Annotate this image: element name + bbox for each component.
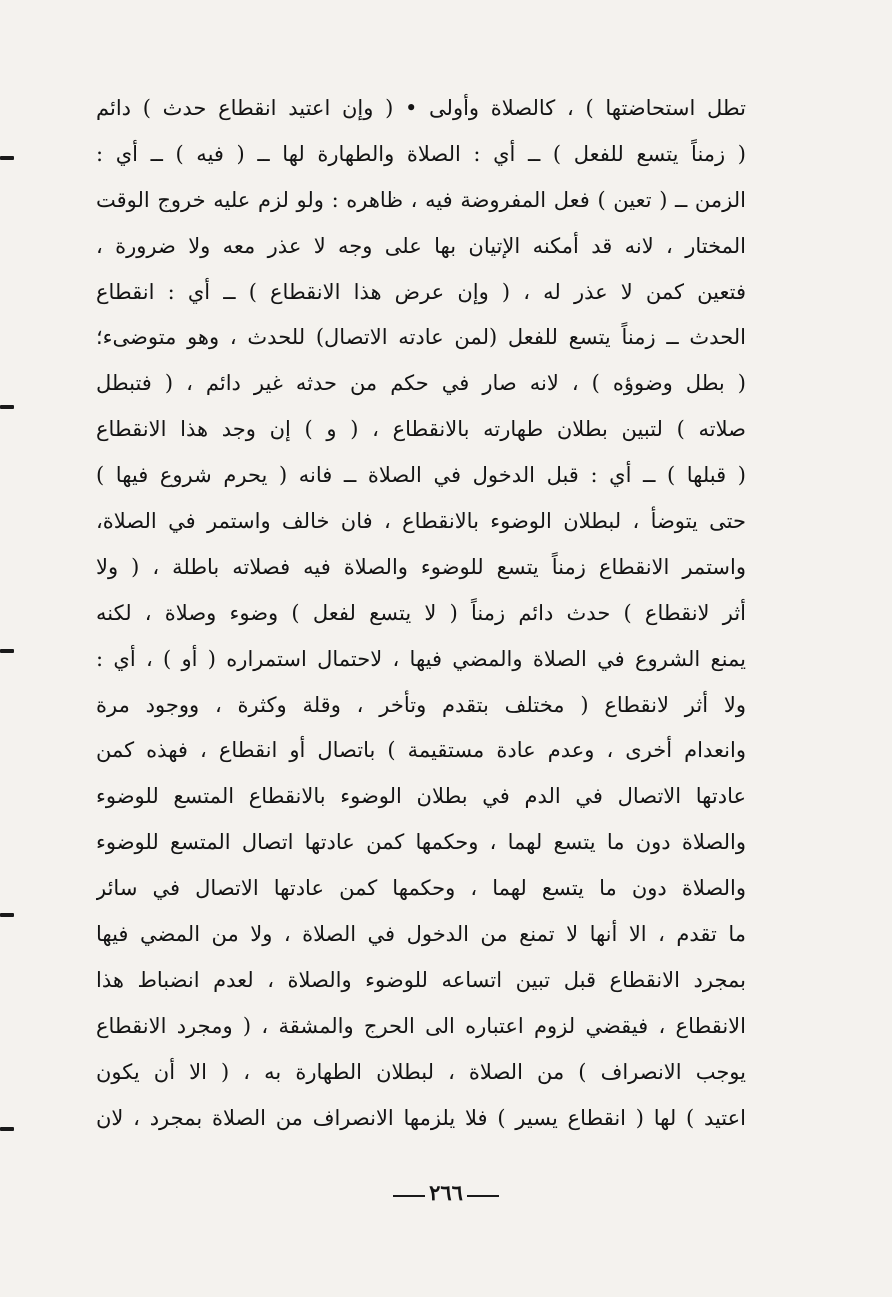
text-line-5: فتعين كمن لا عذر له ، ( وإن عرض هذا الانقطاع ) ــ أي : انقطاع xyxy=(96,279,746,304)
text-line-15: وانعدام أخرى ، وعدم عادة مستقيمة ) باتصال أو انقطاع ، فهذه كمن xyxy=(96,738,746,763)
text-line-14: ولا أثر لانقطاع ( مختلف بتقدم وتأخر ، وقلة وكثرة ، ووجود مرة xyxy=(96,692,746,717)
page-footer xyxy=(0,1180,892,1205)
footer-dash-left xyxy=(393,1195,425,1197)
text-line-18: والصلاة دون ما يتسع لهما ، وحكمها كمن عادتها الاتصال في سائر xyxy=(96,876,746,901)
margin-tick-mark xyxy=(0,1127,14,1131)
text-line-8: صلاته ) لتبين بطلان طهارته بالانقطاع ، ( و ) إن وجد هذا الانقطاع xyxy=(96,417,746,442)
text-line-23: اعتيد ) لها ( انقطاع يسير ) فلا يلزمها الانصراف من الصلاة بمجرد ، لان xyxy=(96,1105,746,1130)
text-line-13: يمنع الشروع في الصلاة والمضي فيها ، لاحتمال استمراره ( أو ) ، أي : xyxy=(96,646,746,671)
text-line-7: ( بطل وضوؤه ) ، لانه صار في حكم من حدثه غير دائم ، ( فتبطل xyxy=(96,371,746,396)
text-line-11: واستمر الانقطاع زمناً يتسع للوضوء والصلاة فيه فصلاته باطلة ، ( ولا xyxy=(96,554,746,579)
text-line-19: ما تقدم ، الا أنها لا تمنع من الدخول في الصلاة ، ولا من المضي فيها xyxy=(96,922,746,947)
margin-tick-mark xyxy=(0,156,14,160)
text-line-3: الزمن ــ ( تعين ) فعل المفروضة فيه ، ظاهره : ولو لزم عليه خروج الوقت xyxy=(96,187,746,212)
text-line-16: عادتها الاتصال في الدم في بطلان الوضوء بالانقطاع المتسع للوضوء xyxy=(96,784,746,809)
text-line-17: والصلاة دون ما يتسع لهما ، وحكمها كمن عادتها اتصال المتسع للوضوء xyxy=(96,830,746,855)
text-line-1: تطل استحاضتها ) ، كالصلاة وأولى • ( وإن اعتيد انقطاع حدث ) دائم xyxy=(96,96,746,120)
text-line-12: أثر لانقطاع ) حدث دائم زمناً ( لا يتسع لفعل ) وضوء وصلاة ، لكنه xyxy=(96,600,746,625)
text-line-6: الحدث ــ زمناً يتسع للفعل (لمن عادته الاتصال) للحدث ، وهو متوضىء؛ xyxy=(96,325,746,350)
text-line-4: المختار ، لانه قد أمكنه الإتيان بها على وجه لا عذر معه ولا ضرورة ، xyxy=(96,233,746,258)
text-line-20: بمجرد الانقطاع قبل تبين اتساعه للوضوء والصلاة ، لعدم انضباط هذا xyxy=(96,967,746,992)
margin-tick-mark xyxy=(0,405,14,409)
text-line-2: ( زمناً يتسع للفعل ) ــ أي : الصلاة والطهارة لها ــ ( فيه ) ــ أي : xyxy=(96,141,746,166)
text-line-10: حتى يتوضأ ، لبطلان الوضوء بالانقطاع ، فان خالف واستمر في الصلاة، xyxy=(96,509,746,534)
text-line-9: ( قبلها ) ــ أي : قبل الدخول في الصلاة ــ فانه ( يحرم شروع فيها ) xyxy=(96,463,746,488)
text-line-21: الانقطاع ، فيقضي لزوم اعتباره الى الحرج والمشقة ، ( ومجرد الانقطاع xyxy=(96,1013,746,1038)
text-line-22: يوجب الانصراف ) من الصلاة ، لبطلان الطهارة به ، ( الا أن يكون xyxy=(96,1059,746,1084)
page-number: ٢٦٦ xyxy=(429,1180,463,1205)
footer-dash-right xyxy=(467,1195,499,1197)
body-text xyxy=(96,86,746,1141)
margin-tick-mark xyxy=(0,649,14,653)
margin-tick-mark xyxy=(0,913,14,917)
